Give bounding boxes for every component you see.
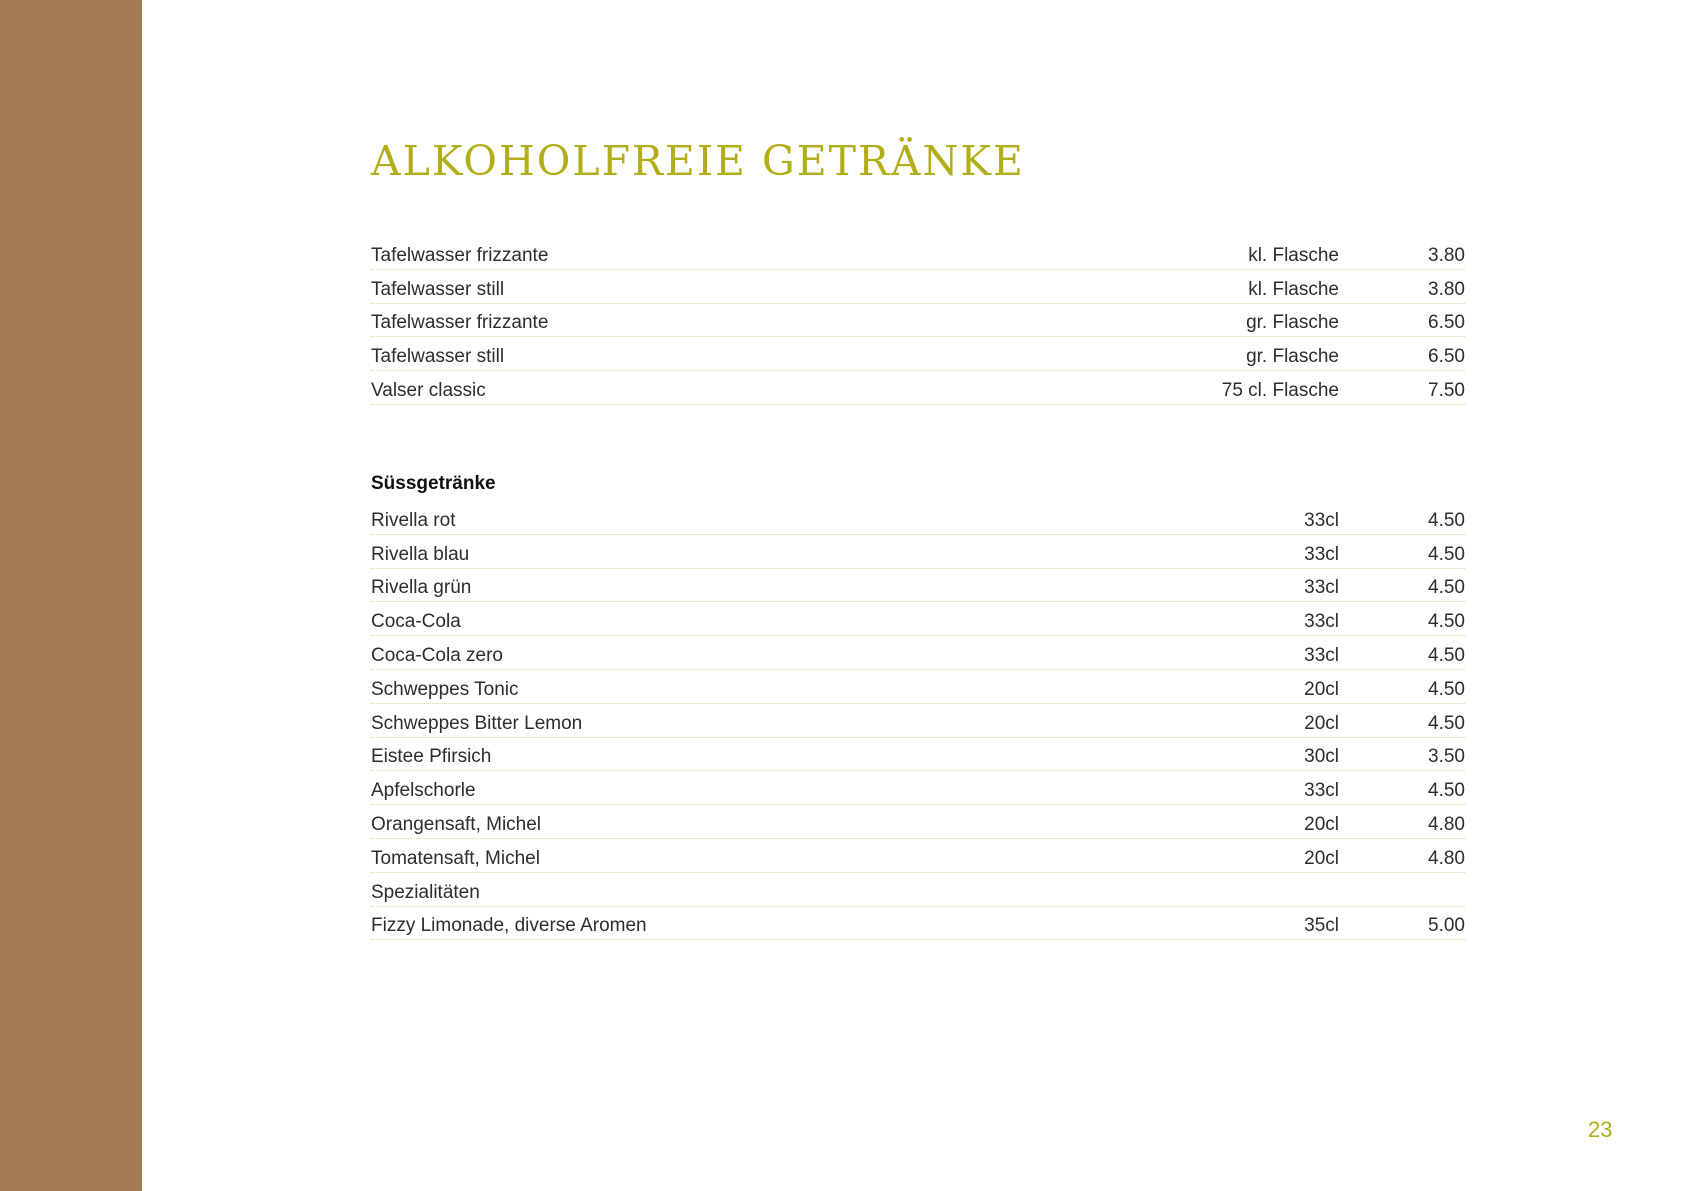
- item-name: Tafelwasser frizzante: [371, 312, 549, 334]
- table-row: [371, 839, 1465, 873]
- decorative-sidebar: [0, 0, 142, 1191]
- table-row: [371, 636, 1465, 670]
- item-name: Coca-Cola zero: [371, 644, 503, 666]
- section-heading: Süssgetränke: [371, 473, 496, 494]
- item-size: 33cl: [1304, 780, 1339, 802]
- item-name: Coca-Cola: [371, 611, 461, 633]
- item-size: 33cl: [1304, 543, 1339, 565]
- item-name: Schweppes Bitter Lemon: [371, 712, 583, 734]
- item-size: 33cl: [1304, 577, 1339, 599]
- item-price: 3.80: [1428, 244, 1465, 266]
- table-row: [371, 371, 1465, 405]
- item-name: Orangensaft, Michel: [371, 813, 542, 835]
- item-price: 7.50: [1428, 379, 1465, 401]
- item-name: Valser classic: [371, 379, 486, 401]
- item-size: 33cl: [1304, 611, 1339, 633]
- item-size: kl. Flasche: [1248, 278, 1339, 300]
- item-price: 4.50: [1428, 712, 1465, 734]
- page-title: ALKOHOLFREIE GETRÄNKE: [371, 137, 1025, 185]
- item-name: Tafelwasser frizzante: [371, 244, 549, 266]
- item-size: 20cl: [1304, 847, 1339, 869]
- item-size: 20cl: [1304, 678, 1339, 700]
- item-name: Apfelschorle: [371, 780, 476, 802]
- table-row: [371, 771, 1465, 805]
- table-row: [371, 805, 1465, 839]
- table-row: [371, 304, 1465, 338]
- item-size: 75 cl. Flasche: [1221, 379, 1339, 401]
- item-size: 33cl: [1304, 644, 1339, 666]
- item-price: 4.80: [1428, 813, 1465, 835]
- item-size: 33cl: [1304, 509, 1339, 531]
- item-price: 4.50: [1428, 543, 1465, 565]
- item-name: Rivella blau: [371, 543, 470, 565]
- table-row: [371, 738, 1465, 772]
- item-price: 4.50: [1428, 644, 1465, 666]
- item-name: Rivella rot: [371, 509, 456, 531]
- item-size: gr. Flasche: [1246, 346, 1339, 368]
- table-row: [371, 236, 1465, 270]
- item-price: 6.50: [1428, 312, 1465, 334]
- item-name: Eistee Pfirsich: [371, 746, 492, 768]
- table-row: [371, 270, 1465, 304]
- item-price: 4.50: [1428, 611, 1465, 633]
- item-name: Rivella grün: [371, 577, 472, 599]
- item-price: 4.80: [1428, 847, 1465, 869]
- item-price: 6.50: [1428, 346, 1465, 368]
- item-name: Fizzy Limonade, diverse Aromen: [371, 915, 647, 937]
- table-row: [371, 569, 1465, 603]
- item-name: Spezialitäten: [371, 881, 480, 903]
- table-row: [371, 907, 1465, 941]
- table-row: [371, 501, 1465, 535]
- item-name: Tafelwasser still: [371, 346, 505, 368]
- item-price: 3.50: [1428, 746, 1465, 768]
- table-row: [371, 602, 1465, 636]
- table-row: [371, 873, 1465, 907]
- item-name: Tafelwasser still: [371, 278, 505, 300]
- item-name: Schweppes Tonic: [371, 678, 519, 700]
- item-size: gr. Flasche: [1246, 312, 1339, 334]
- item-price: 3.80: [1428, 278, 1465, 300]
- item-size: kl. Flasche: [1248, 244, 1339, 266]
- table-row: [371, 337, 1465, 371]
- item-name: Tomatensaft, Michel: [371, 847, 540, 869]
- item-size: 35cl: [1304, 915, 1339, 937]
- water-table: [371, 236, 1465, 405]
- item-price: 4.50: [1428, 577, 1465, 599]
- table-row: [371, 670, 1465, 704]
- table-row: [371, 704, 1465, 738]
- item-price: 4.50: [1428, 678, 1465, 700]
- item-size: 30cl: [1304, 746, 1339, 768]
- item-size: 20cl: [1304, 712, 1339, 734]
- table-row: [371, 535, 1465, 569]
- item-price: 5.00: [1428, 915, 1465, 937]
- page-number: 23: [1588, 1117, 1613, 1142]
- item-size: 20cl: [1304, 813, 1339, 835]
- item-price: 4.50: [1428, 509, 1465, 531]
- item-price: 4.50: [1428, 780, 1465, 802]
- soft-drinks-table: [371, 467, 1465, 940]
